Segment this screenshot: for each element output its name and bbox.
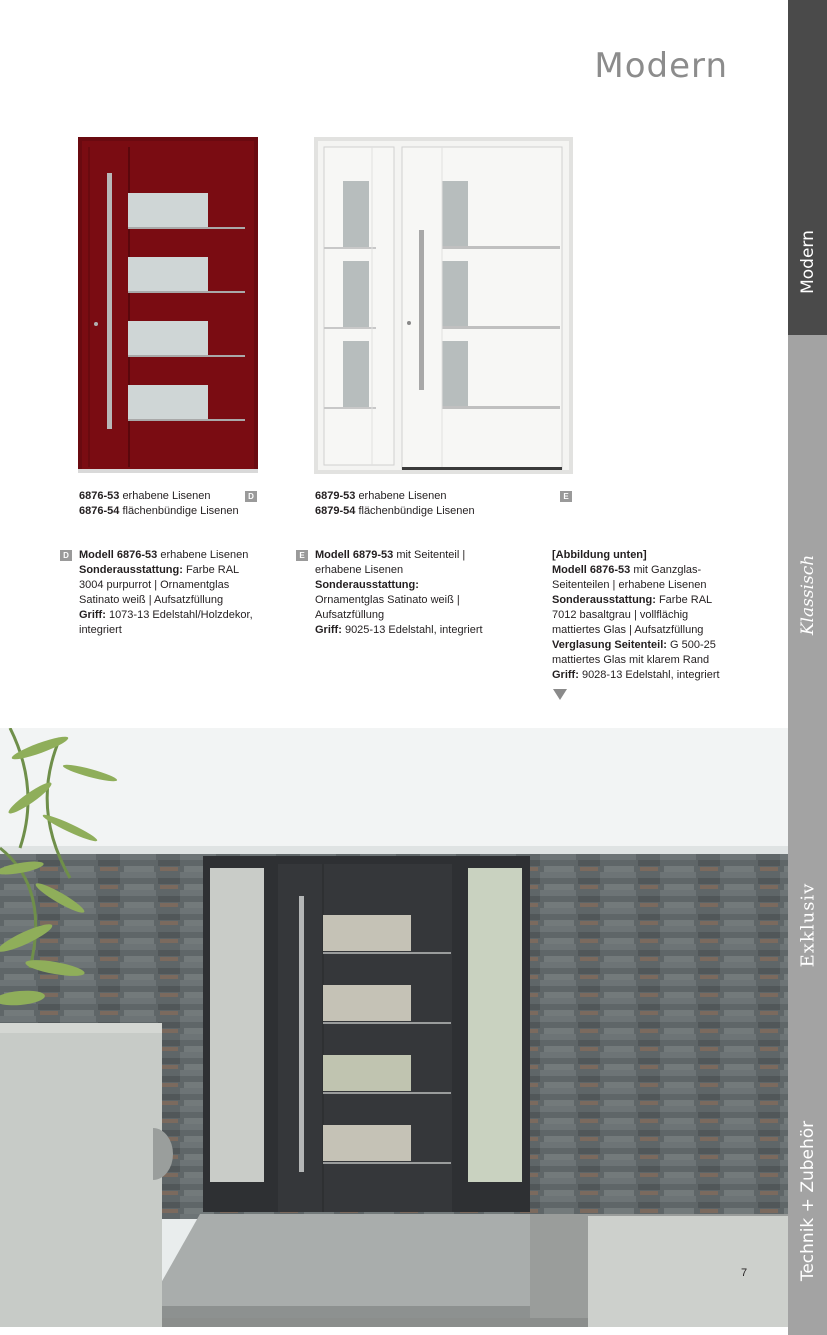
desc-d-model-label: Modell 6876-53 <box>79 549 158 561</box>
door-image-6879-white <box>314 137 573 474</box>
caption-e-text-2: flächenbündige Lisenen <box>358 505 475 517</box>
caption-door-e <box>315 489 475 519</box>
description-d <box>79 548 257 638</box>
desc-e-extra-label: Sonderausstattung: <box>315 579 419 591</box>
caption-e-text-1: erhabene Lisenen <box>358 490 447 502</box>
desc-photo-extra-text: Farbe RAL 7012 basaltgrau | vollflächig mattiertes Glas | Aufsatzfüllung <box>552 594 712 636</box>
tab-klassisch[interactable]: Klassisch <box>797 554 818 636</box>
tab-modern[interactable] <box>788 0 827 335</box>
caption-d-text-2: flächenbündige Lisenen <box>122 505 239 517</box>
desc-photo-handle-label: Griff: <box>552 669 579 681</box>
caption-d-code-2: 6876-54 <box>79 505 120 517</box>
desc-photo-model-label: Modell 6876-53 <box>552 564 631 576</box>
caption-d-code-1: 6876-53 <box>79 490 120 502</box>
caption-e-code-1: 6879-53 <box>315 490 356 502</box>
desc-e-model-text: mit Seitenteil | erhabene Lisenen <box>315 549 466 576</box>
tab-modern-label: Modern <box>797 230 818 294</box>
desc-photo-glass-label: Verglasung Seitenteil: <box>552 639 667 651</box>
badge-desc-e: E <box>296 550 308 561</box>
desc-d-extra-label: Sonderausstattung: <box>79 564 183 576</box>
section-sidebar <box>788 0 827 1327</box>
desc-photo-glass-text: G 500-25 mattiertes Glas mit klarem Rand <box>552 639 716 666</box>
tab-group-inactive <box>788 335 827 1335</box>
description-photo <box>552 548 732 683</box>
tab-technik-zubehoer[interactable]: Technik + Zubehör <box>797 1120 818 1282</box>
description-e <box>315 548 487 638</box>
desc-e-handle-text: 9025-13 Edelstahl, integriert <box>341 624 483 636</box>
desc-photo-handle-text: 9028-13 Edelstahl, integriert <box>578 669 720 681</box>
caption-e-code-2: 6879-54 <box>315 505 356 517</box>
desc-e-extra-text: Ornamentglas Satinato weiß | Aufsatzfüllung <box>315 594 460 621</box>
desc-d-handle-label: Griff: <box>79 609 106 621</box>
desc-d-model-text: erhabene Lisenen <box>157 549 249 561</box>
desc-photo-model-text: mit Ganzglas-Seitenteilen | erhabene Lisenen <box>552 564 707 591</box>
caption-d-text-1: erhabene Lisenen <box>122 490 211 502</box>
desc-photo-extra-label: Sonderausstattung: <box>552 594 656 606</box>
tab-exklusiv[interactable]: Exklusiv <box>797 882 818 968</box>
door-image-6876-red <box>78 137 258 473</box>
badge-e: E <box>560 491 572 502</box>
desc-e-model-label: Modell 6879-53 <box>315 549 394 561</box>
caption-door-d <box>79 489 239 519</box>
badge-desc-d: D <box>60 550 72 561</box>
page-title: Modern <box>594 46 728 86</box>
down-arrow-icon <box>553 689 567 700</box>
desc-d-handle-text: 1073-13 Edelstahl/Holzdekor, integriert <box>79 609 253 636</box>
photo-installed-door <box>0 728 788 1327</box>
desc-e-handle-label: Griff: <box>315 624 342 636</box>
page-number: 7 <box>741 1267 748 1279</box>
desc-d-extra-text: Farbe RAL 3004 purpurrot | Ornamentglas Satinato weiß | Aufsatzfüllung <box>79 564 239 606</box>
desc-photo-heading: [Abbildung unten] <box>552 549 647 561</box>
badge-d: D <box>245 491 257 502</box>
